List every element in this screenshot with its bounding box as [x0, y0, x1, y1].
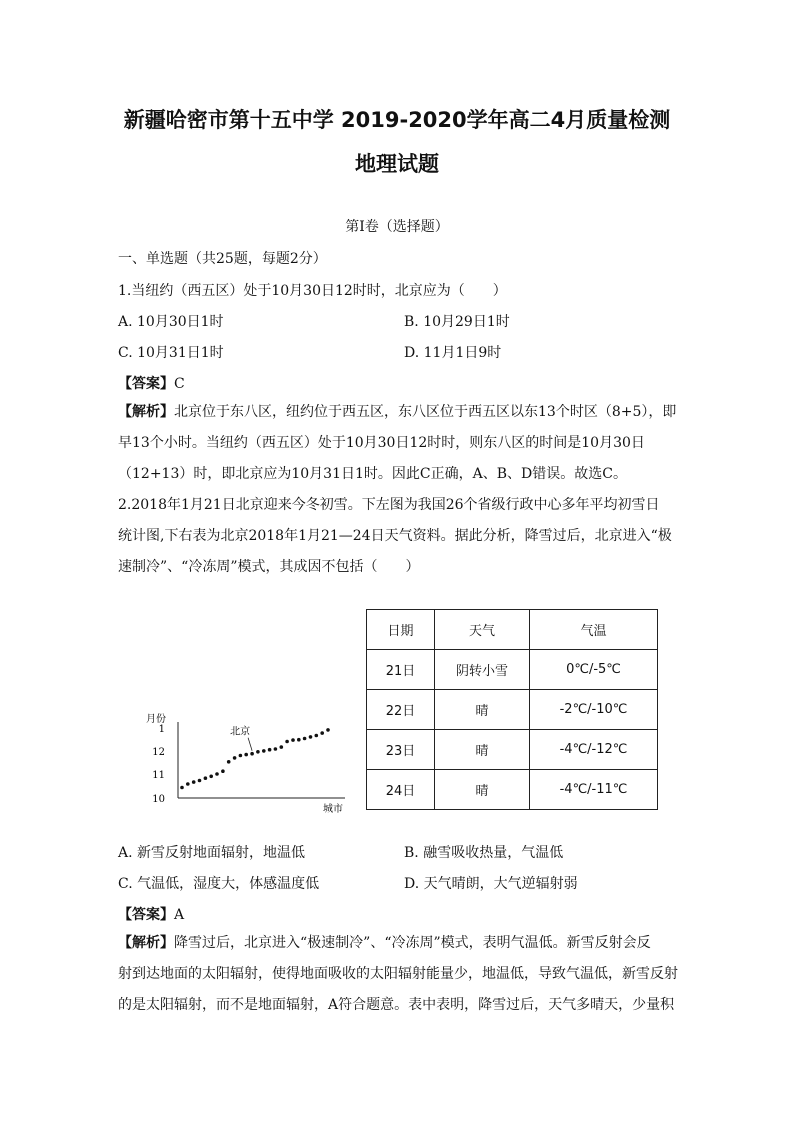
table-cell: 24日: [367, 770, 435, 810]
data-point: [250, 752, 254, 756]
data-point: [268, 748, 272, 752]
table-cell: -4℃/-11℃: [530, 770, 658, 810]
stem-line: 速制冷”、“冷冻周”模式，其成因不包括（ ）: [118, 559, 420, 575]
stem-line: 2.2018年1月21日北京迎来今冬初雪。下左图为我国26个省级行政中心多年平均初雪日: [118, 497, 660, 513]
data-point: [256, 750, 260, 754]
q2-option-b: B. 融雪吸收热量，气温低: [404, 845, 564, 861]
table-cell: -2℃/-10℃: [530, 690, 658, 730]
data-point: [215, 772, 219, 776]
table-cell: 0℃/-5℃: [530, 650, 658, 690]
q1-option-c: C. 10月31日1时: [118, 345, 224, 361]
table-cell: 23日: [367, 730, 435, 770]
answer-value: A: [174, 907, 185, 923]
beijing-leader-line: [248, 738, 252, 751]
data-point: [233, 756, 237, 760]
beijing-label: 北京: [230, 726, 251, 738]
answer-label: 【答案】: [118, 376, 174, 392]
q1-analysis: [118, 397, 678, 490]
data-point: [285, 740, 289, 744]
q2-option-d: D. 天气晴朗，大气逆辐射弱: [404, 876, 578, 892]
data-point: [315, 734, 319, 738]
data-points: [180, 728, 330, 789]
first-snow-chart: [140, 710, 355, 820]
data-point: [262, 749, 266, 753]
analysis-line: （12+13）时，即北京应为10月31日1时。因此C正确，A、B、D错误。故选C。: [118, 466, 627, 482]
q1-option-d: D. 11月1日9时: [404, 345, 502, 361]
y-tick: 1: [158, 724, 165, 735]
table-cell: 晴: [435, 690, 530, 730]
q2-option-a: A. 新雪反射地面辐射，地温低: [118, 845, 306, 861]
analysis-line: [118, 397, 678, 428]
table-header-cell: 日期: [367, 610, 435, 650]
data-point: [326, 728, 330, 732]
q2-answer: [118, 904, 184, 924]
data-point: [297, 738, 301, 742]
analysis-text: 降雪过后，北京进入“极速制冷”、“冷冻周”模式，表明气温低。新雪反射会反: [174, 935, 651, 951]
title-line1: 新疆哈密市第十五中学 2019-2020学年高二4月质量检测: [123, 108, 671, 132]
data-point: [204, 776, 208, 780]
answer-value: C: [174, 376, 185, 392]
data-point: [192, 780, 196, 784]
data-point: [186, 782, 190, 786]
y-tick: 12: [152, 747, 165, 758]
y-tick: 10: [152, 794, 165, 805]
y-axis-label: 月份: [146, 714, 166, 725]
table-row: [367, 770, 658, 810]
table-header-cell: 气温: [530, 610, 658, 650]
data-point: [291, 738, 295, 742]
table-cell: 21日: [367, 650, 435, 690]
weather-table: [366, 609, 658, 810]
table-row: [367, 650, 658, 690]
table-header-row: [367, 610, 658, 650]
table-cell: 晴: [435, 770, 530, 810]
analysis-line: [118, 928, 678, 959]
table-cell: 阴转小雪: [435, 650, 530, 690]
analysis-line: 射到达地面的太阳辐射，使得地面吸收的太阳辐射能量少，地温低，导致气温低，新雪反射: [118, 966, 678, 982]
q1-answer: [118, 373, 185, 393]
table-cell: 22日: [367, 690, 435, 730]
q2-option-c: C. 气温低，湿度大，体感温度低: [118, 876, 320, 892]
data-point: [239, 754, 243, 758]
data-point: [280, 745, 284, 749]
analysis-label: 【解析】: [118, 935, 174, 951]
q2-stem: [118, 490, 678, 583]
q1-stem: 1.当纽约（西五区）处于10月30日12时时，北京应为（ ）: [118, 283, 507, 299]
data-point: [244, 753, 248, 757]
q2-analysis: [118, 928, 678, 1021]
data-point: [227, 760, 231, 764]
y-tick: 11: [152, 770, 165, 781]
data-point: [209, 775, 213, 779]
analysis-label: 【解析】: [118, 404, 174, 420]
data-point: [274, 747, 278, 751]
data-point: [180, 786, 184, 790]
q1-option-a: A. 10月30日1时: [118, 314, 224, 330]
data-point: [198, 779, 202, 783]
q1-option-b: B. 10月29日1时: [404, 314, 510, 330]
table-cell: -4℃/-12℃: [530, 730, 658, 770]
table-header-cell: 天气: [435, 610, 530, 650]
stem-line: 统计图,下右表为北京2018年1月21—24日天气资料。据此分析，降雪过后，北京进入“极: [118, 528, 672, 544]
table-row: [367, 730, 658, 770]
table-row: [367, 690, 658, 730]
analysis-line: 早13个小时。当纽约（西五区）处于10月30日12时时，则东八区的时间是10月30日: [118, 435, 645, 451]
table-cell: 晴: [435, 730, 530, 770]
data-point: [320, 731, 324, 735]
part-heading: 一、单选题（共25题，每题2分）: [118, 251, 327, 267]
x-axis-label: 城市: [323, 804, 343, 815]
title-line2: 地理试题: [355, 152, 439, 176]
section-heading: 第Ⅰ卷（选择题）: [345, 219, 449, 235]
analysis-line: 的是太阳辐射，而不是地面辐射，A符合题意。表中表明，降雪过后，天气多晴天，少量积: [118, 997, 675, 1013]
data-point: [303, 737, 307, 741]
answer-label: 【答案】: [118, 907, 174, 923]
analysis-text: 北京位于东八区，纽约位于西五区，东八区位于西五区以东13个时区（8+5），即: [174, 404, 677, 420]
data-point: [309, 735, 313, 739]
data-point: [221, 769, 225, 773]
